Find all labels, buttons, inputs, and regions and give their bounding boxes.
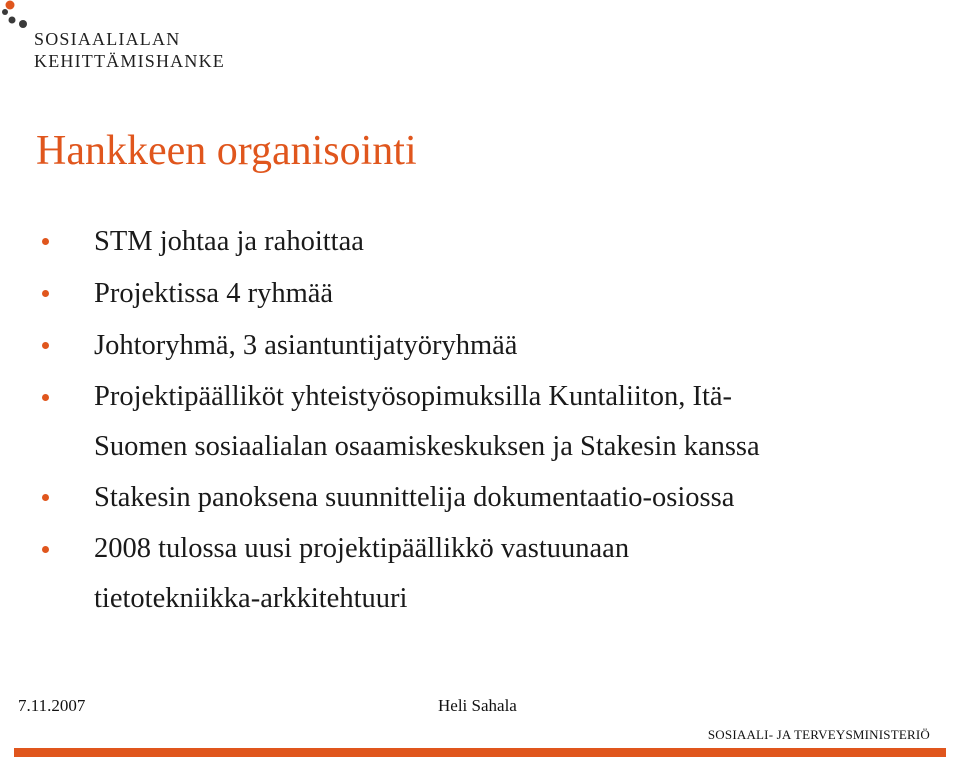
bullet-text: Stakesin panoksena suunnittelija dokumentaatio-osiossa (94, 482, 735, 513)
footer-author: Heli Sahala (438, 696, 517, 715)
bullet-list (42, 216, 954, 624)
bullet-item (42, 216, 954, 268)
footer-ministry: SOSIAALI- JA TERVEYSMINISTERIÖ (707, 727, 930, 742)
logo-text (34, 28, 225, 72)
bullet-item (42, 320, 954, 372)
bullet-item (42, 372, 954, 472)
bullet-text: Projektissa 4 ryhmää (94, 278, 334, 309)
logo (0, 0, 260, 72)
bullet-text: Projektipäälliköt yhteistyösopimuksilla Kuntaliiton, Itä- Suomen sosiaalialan osaamiskeskuksen ja Stakesin kanssa (94, 381, 760, 462)
bullet-text: Johtoryhmä, 3 asiantuntijatyöryhmää (94, 330, 518, 361)
bullet-item (42, 472, 954, 524)
bullet-item (42, 268, 954, 320)
logo-line-2: KEHITTÄMISHANKE (34, 51, 225, 71)
bullet-text: STM johtaa ja rahoittaa (94, 226, 364, 257)
slide-title: Hankkeen organisointi (36, 128, 417, 174)
logo-line-1: SOSIAALIALAN (34, 29, 181, 49)
bullet-item (42, 524, 954, 624)
footer-accent-bar (14, 748, 946, 757)
footer-date: 7.11.2007 (18, 696, 86, 715)
bullet-text: 2008 tulossa uusi projektipäällikkö vastuunaan tietotekniikka-arkkitehtuuri (94, 533, 630, 614)
